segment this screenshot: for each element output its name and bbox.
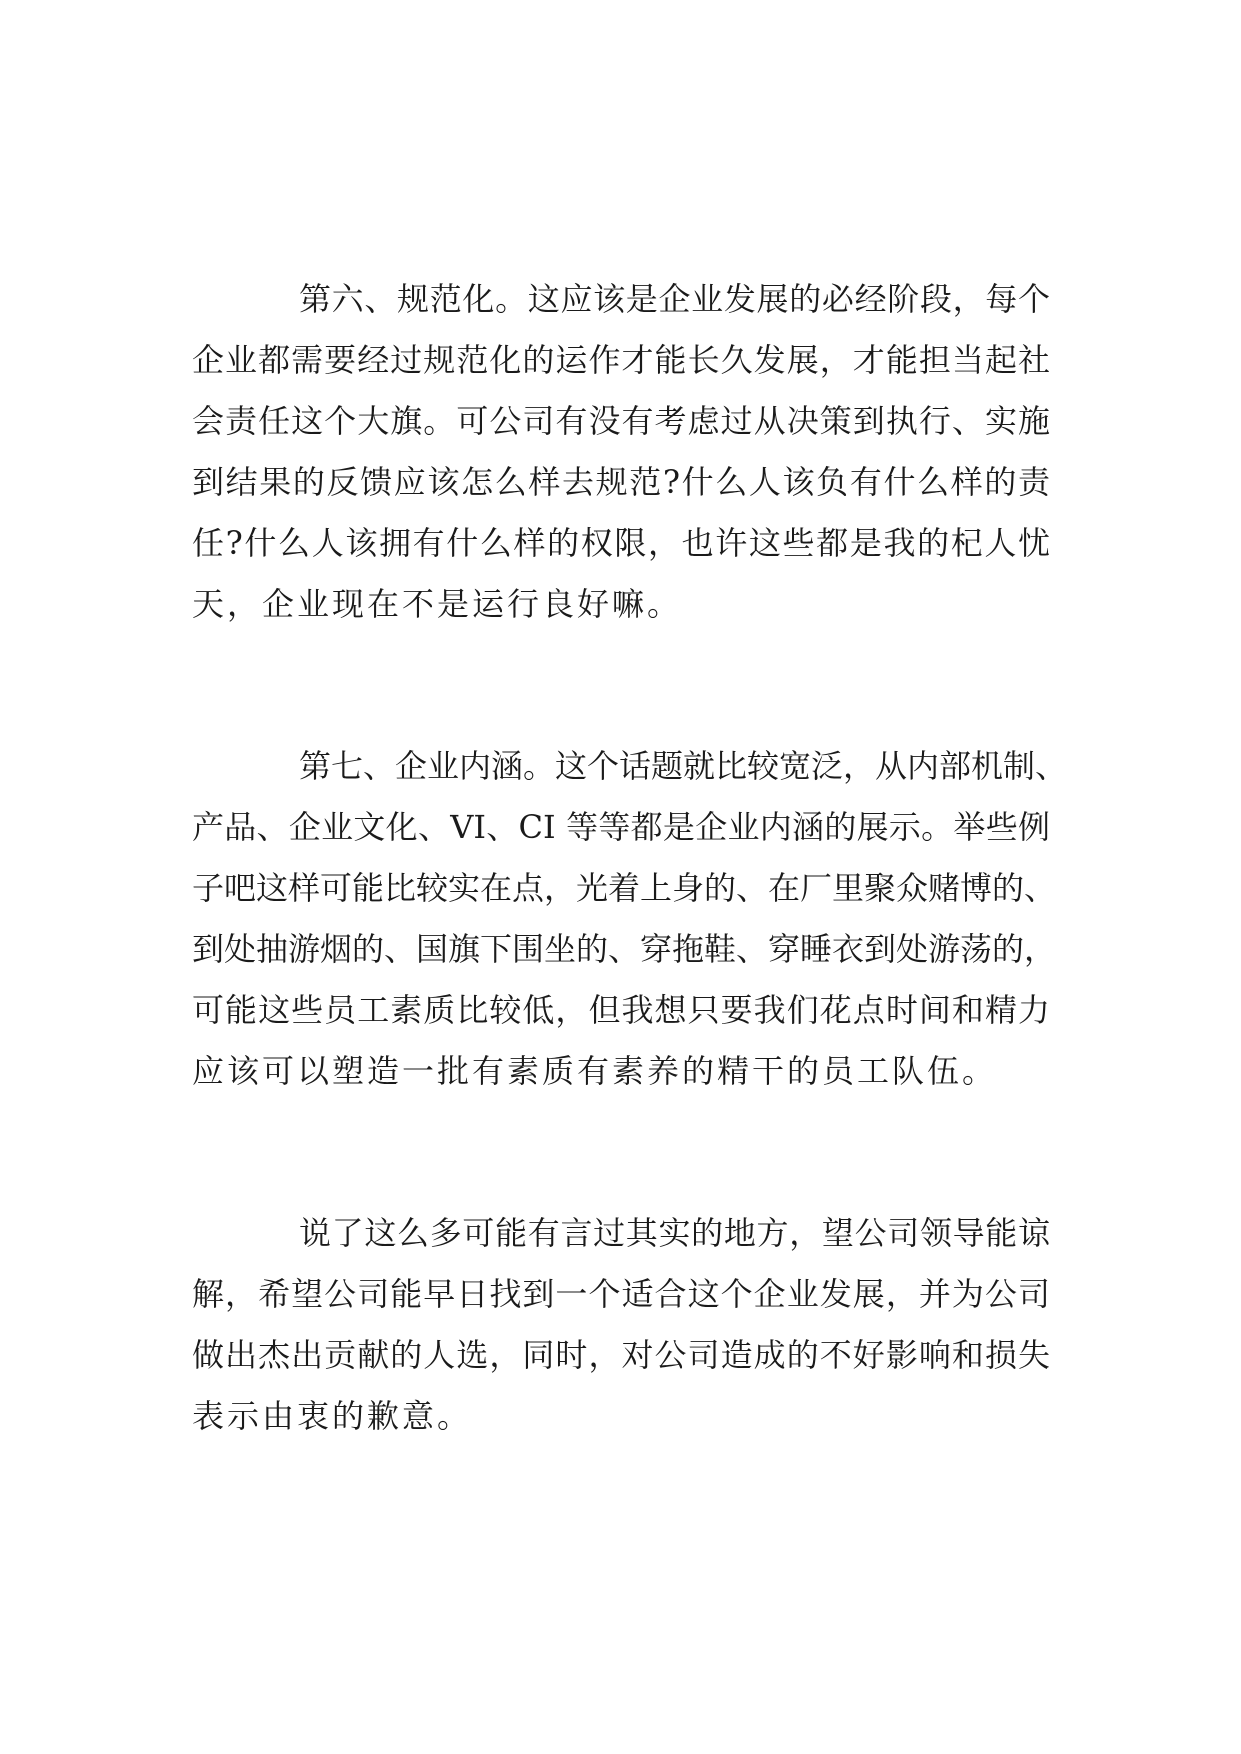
paragraph-line: 应该可以塑造一批有素质有素养的精干的员工队伍。 — [192, 1052, 998, 1090]
paragraph-closing — [192, 1203, 1050, 1447]
paragraph-line: 企业都需要经过规范化的运作才能长久发展，才能担当起社 — [192, 341, 1050, 379]
paragraph-line: 会责任这个大旗。可公司有没有考虑过从决策到执行、实施 — [192, 402, 1050, 440]
paragraph-line: 到结果的反馈应该怎么样去规范?什么人该负有什么样的责 — [192, 463, 1050, 501]
paragraph-line: 产品、企业文化、VI、CI 等等都是企业内涵的展示。举些例 — [192, 808, 1050, 846]
paragraph-line: 可能这些员工素质比较低，但我想只要我们花点时间和精力 — [192, 991, 1050, 1029]
paragraph-line: 表示由衷的歉意。 — [192, 1397, 473, 1435]
paragraph-line: 第六、规范化。这应该是企业发展的必经阶段，每个 — [299, 280, 1050, 318]
paragraph-line: 子吧这样可能比较实在点，光着上身的、在厂里聚众赌博的、 — [192, 869, 1057, 907]
paragraph-line: 说了这么多可能有言过其实的地方，望公司领导能谅 — [299, 1214, 1050, 1252]
paragraph-line: 第七、企业内涵。这个话题就比较宽泛，从内部机制、 — [299, 747, 1068, 785]
paragraph-corporate-culture — [192, 736, 1068, 1102]
paragraph-line: 解，希望公司能早日找到一个适合这个企业发展，并为公司 — [192, 1275, 1050, 1313]
paragraph-line: 到处抽游烟的、国旗下围坐的、穿拖鞋、穿睡衣到处游荡的， — [192, 930, 1057, 968]
paragraph-standardization — [192, 269, 1050, 635]
paragraph-line: 天，企业现在不是运行良好嘛。 — [192, 585, 683, 623]
paragraph-line: 任?什么人该拥有什么样的权限，也许这些都是我的杞人忧 — [192, 524, 1050, 562]
paragraph-line: 做出杰出贡献的人选，同时，对公司造成的不好影响和损失 — [192, 1336, 1050, 1374]
